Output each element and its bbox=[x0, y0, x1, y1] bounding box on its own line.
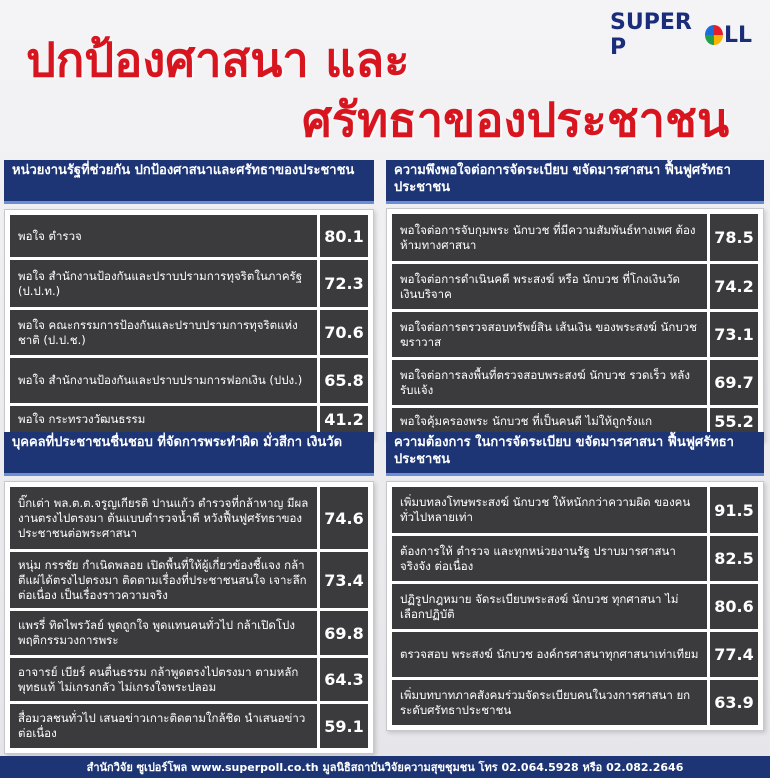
row-label: เพิ่มบทลงโทษพระสงฆ์ นักบวช ให้หนักกว่าความผิด ของคนทั่วไปหลายเท่า bbox=[392, 487, 707, 533]
table-row bbox=[10, 215, 368, 257]
row-label: พอใจคุ้มครองพระ นักบวช ที่เป็นคนดี ไม่ให้ถูกรังแก bbox=[392, 408, 707, 435]
row-value: 63.9 bbox=[710, 680, 758, 725]
row-value: 80.6 bbox=[710, 584, 758, 629]
row-label: พอใจ คณะกรรมการป้องกันและปราบปรามการทุจริตแห่งชาติ (ป.ป.ช.) bbox=[10, 310, 317, 355]
table-row bbox=[392, 680, 758, 725]
table-row bbox=[10, 358, 368, 403]
panel-header: หน่วยงานรัฐที่ช่วยกัน ปกป้องศาสนาและศรัทธาของประชาชน bbox=[4, 160, 374, 204]
logo-text-1: SUPER P bbox=[610, 10, 692, 60]
row-label: พอใจ สำนักงานป้องกันและปราบปรามการฟอกเงิน (ปปง.) bbox=[10, 358, 317, 403]
row-label: บิ๊กเต่า พล.ต.ต.จรูญเกียรติ ปานแก้ว ตำรวจที่กล้าหาญ มีผลงานตรงไปตรงมา ต้นแบบตำรวจน้ำดี หวังฟื้นฟูศรัทธาของประชาชนต่อพระศาสนา bbox=[10, 487, 317, 549]
table-row bbox=[10, 704, 368, 748]
row-value: 69.8 bbox=[320, 611, 368, 655]
logo-circle-icon bbox=[705, 25, 723, 45]
row-value: 72.3 bbox=[320, 260, 368, 307]
row-value: 82.5 bbox=[710, 536, 758, 581]
row-value: 80.1 bbox=[320, 215, 368, 257]
row-label: พอใจ ตำรวจ bbox=[10, 215, 317, 257]
table-row bbox=[10, 310, 368, 355]
row-label: พอใจ สำนักงานป้องกันและปราบปรามการทุจริตในภาครัฐ (ป.ป.ท.) bbox=[10, 260, 317, 307]
panel-body bbox=[4, 209, 374, 439]
row-label: เพิ่มบทบาทภาคสังคมร่วมจัดระเบียบคนในวงการศาสนา ยกระดับศรัทธาประชาชน bbox=[392, 680, 707, 725]
row-label: ตรวจสอบ พระสงฆ์ นักบวช องค์กรศาสนาทุกศาสนาเท่าเทียม bbox=[392, 632, 707, 677]
table-row bbox=[10, 260, 368, 307]
row-value: 73.4 bbox=[320, 552, 368, 608]
panel-body bbox=[386, 481, 764, 731]
table-row bbox=[10, 406, 368, 433]
table-row bbox=[10, 611, 368, 655]
row-value: 70.6 bbox=[320, 310, 368, 355]
table-row bbox=[392, 632, 758, 677]
table-row bbox=[10, 487, 368, 549]
row-label: สื่อมวลชนทั่วไป เสนอข่าวเกาะติดตามใกล้ชิด นำเสนอข่าวต่อเนื่อง bbox=[10, 704, 317, 748]
row-value: 74.2 bbox=[710, 264, 758, 309]
row-label: พอใจต่อการจับกุมพระ นักบวช ที่มีความสัมพันธ์ทางเพศ ต้องห้ามทางศาสนา bbox=[392, 214, 707, 261]
superpoll-logo bbox=[610, 10, 752, 60]
footer: สำนักวิจัย ซูเปอร์โพล www.superpoll.co.th มูลนิธิสถาบันวิจัยความสุขชุมชน โทร 02.064.5928 หรือ 02.082.2646 bbox=[0, 756, 770, 778]
row-label: พอใจต่อการลงพื้นที่ตรวจสอบพระสงฆ์ นักบวช รวดเร็ว หลังรับแจ้ง bbox=[392, 360, 707, 405]
row-value: 59.1 bbox=[320, 704, 368, 748]
panel-header: ความพึงพอใจต่อการจัดระเบียบ ขจัดมารศาสนา ฟื้นฟูศรัทธาประชาชน bbox=[386, 160, 764, 204]
row-value: 55.2 bbox=[710, 408, 758, 435]
table-row bbox=[392, 214, 758, 261]
row-value: 69.7 bbox=[710, 360, 758, 405]
table-row bbox=[392, 360, 758, 405]
row-label: ต้องการให้ ตำรวจ และทุกหน่วยงานรัฐ ปราบมารศาสนา จริงจัง ต่อเนื่อง bbox=[392, 536, 707, 581]
title-line-1: ปกป้องศาสนา และ bbox=[26, 33, 410, 88]
table-row bbox=[392, 312, 758, 357]
table-row bbox=[10, 552, 368, 608]
row-label: ปฏิรูปกฎหมาย จัดระเบียบพระสงฆ์ นักบวช ทุกศาสนา ไม่เลือกปฏิบัติ bbox=[392, 584, 707, 629]
table-row bbox=[392, 536, 758, 581]
table-row bbox=[392, 584, 758, 629]
row-value: 77.4 bbox=[710, 632, 758, 677]
row-value: 78.5 bbox=[710, 214, 758, 261]
row-label: หนุ่ม กรรชัย กำเนิดพลอย เปิดพื้นที่ให้ผู้เกี่ยวข้องชี้แจง กล้าตีแผ่ได้ตรงไปตรงมา ติดตามเรื่องที่ประชาชนสนใจ เจาะลึกต่อเนื่อง เป็นเรื่องราวความจริง bbox=[10, 552, 317, 608]
table-row bbox=[10, 658, 368, 701]
logo-text-2: LL bbox=[723, 22, 752, 48]
row-value: 64.3 bbox=[320, 658, 368, 701]
row-label: พอใจต่อการตรวจสอบทรัพย์สิน เส้นเงิน ของพระสงฆ์ นักบวช ฆราวาส bbox=[392, 312, 707, 357]
row-label: อาจารย์ เบียร์ คนตื่นธรรม กล้าพูดตรงไปตรงมา ตามหลักพุทธแท้ ไม่เกรงกลัว ไม่เกรงใจพระปลอม bbox=[10, 658, 317, 701]
panel-body bbox=[4, 481, 374, 754]
table-row bbox=[392, 487, 758, 533]
row-label: แพรรี่ ทิดไพรวัลย์ พูดถูกใจ พูดแทนคนทั่วไป กล้าเปิดโปงพฤติกรรมวงการพระ bbox=[10, 611, 317, 655]
row-value: 74.6 bbox=[320, 487, 368, 549]
row-value: 65.8 bbox=[320, 358, 368, 403]
panel-body bbox=[386, 208, 764, 441]
panel-header: ความต้องการ ในการจัดระเบียบ ขจัดมารศาสนา ฟื้นฟูศรัทธาประชาชน bbox=[386, 432, 764, 476]
row-value: 73.1 bbox=[710, 312, 758, 357]
row-value: 91.5 bbox=[710, 487, 758, 533]
table-row bbox=[392, 264, 758, 309]
row-label: พอใจต่อการดำเนินคดี พระสงฆ์ หรือ นักบวช ที่โกงเงินวัด เงินบริจาค bbox=[392, 264, 707, 309]
row-value: 41.2 bbox=[320, 406, 368, 433]
panel-header: บุคคลที่ประชาชนชื่นชอบ ที่จัดการพระทำผิด มั่วสีกา เงินวัด bbox=[4, 432, 374, 476]
title-line-2: ศรัทธาของประชาชน bbox=[302, 93, 730, 148]
row-label: พอใจ กระทรวงวัฒนธรรม bbox=[10, 406, 317, 433]
table-row bbox=[392, 408, 758, 435]
